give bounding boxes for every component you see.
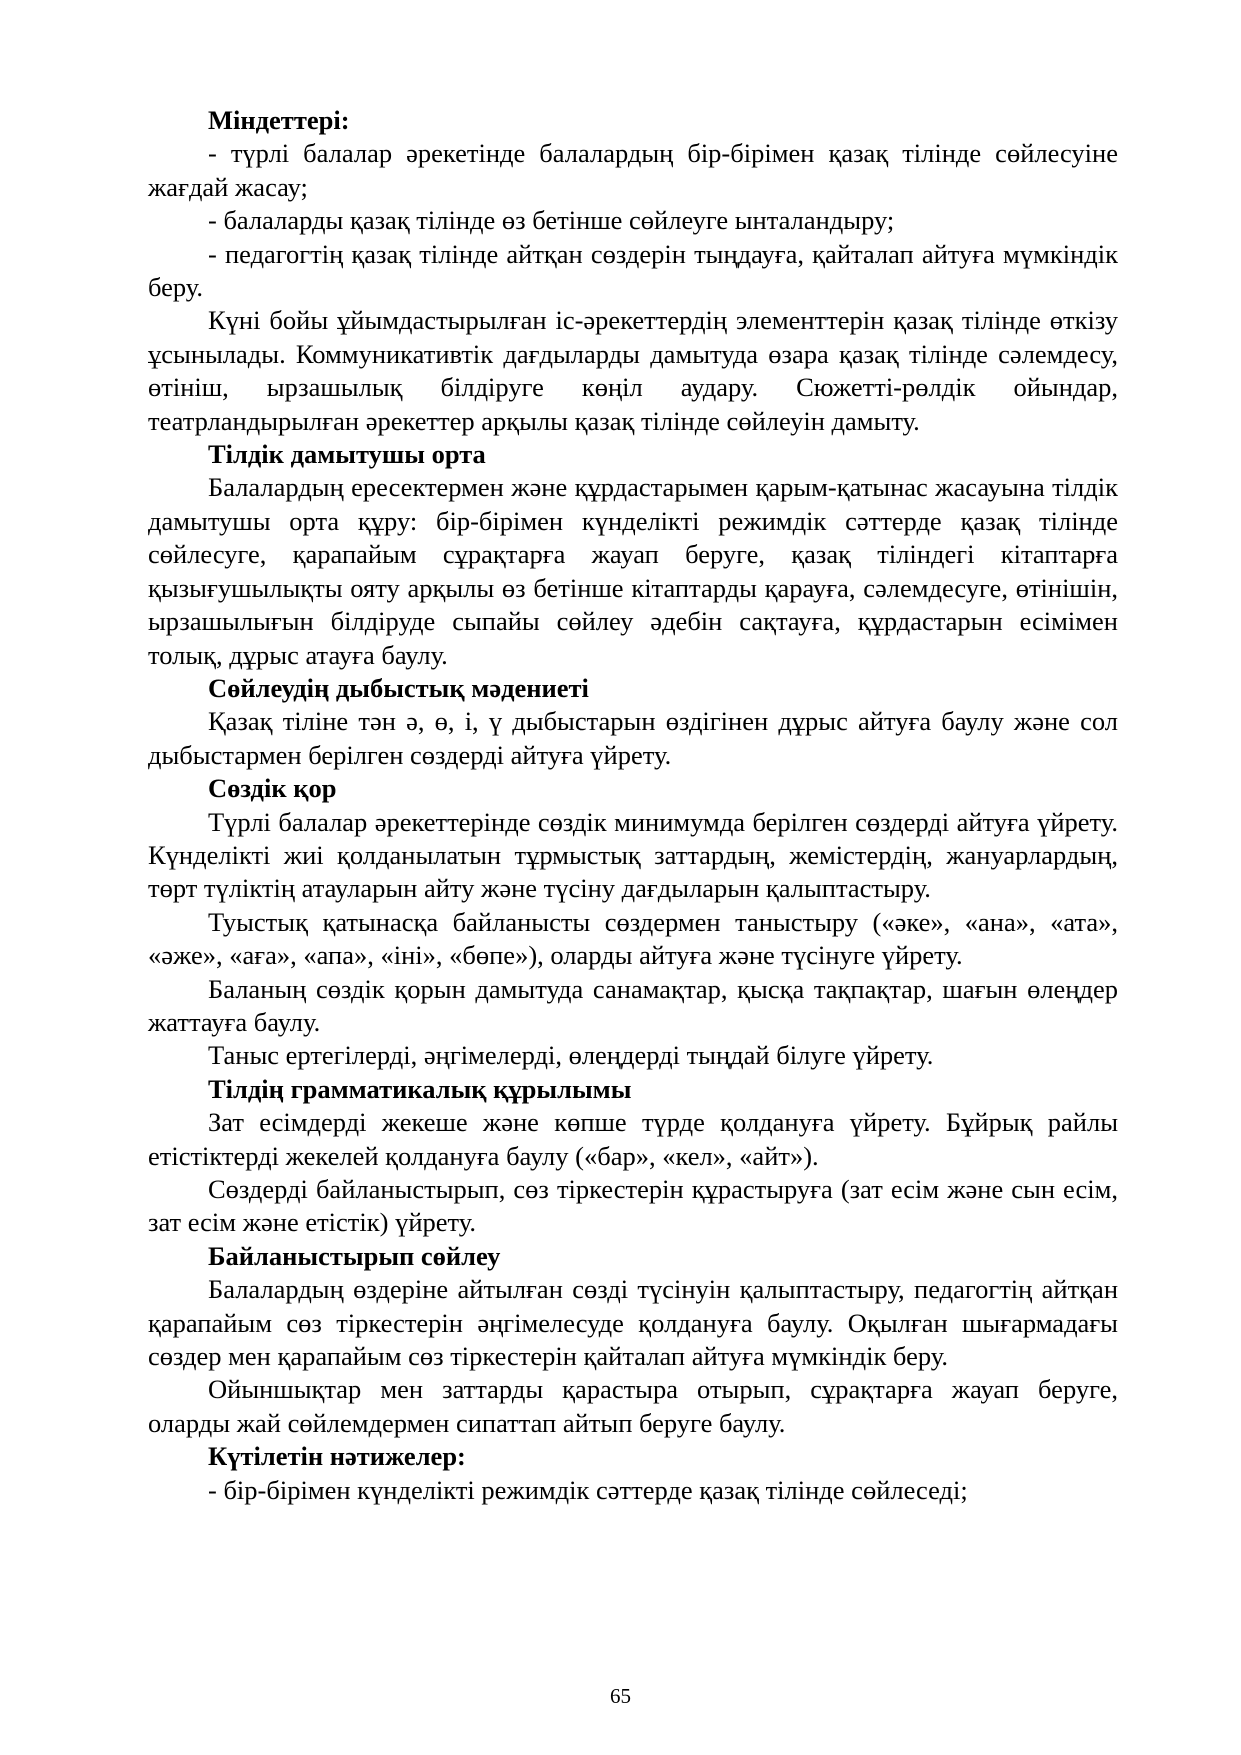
paragraph: Балалардың ересектермен және құрдастарымен қарым-қатынас жасауына тілдік дамытушы орта құру: бір-бірімен күнделікті режимдік сәттерде қазақ тілінде сөйлесуге, қарапайым сұрақтарға жауап беруге, қазақ тіліндегі кітаптарға қызығушылықты ояту арқылы өз бетінше кітаптарды қарауға, сәлемдесуге, өтінішін, ырзашылығын білдіруде сыпайы сөйлеу әдебін сақтауға, құрдастарын есімімен толық, дұрыс атауға баулу.: [148, 472, 1118, 670]
page-body: [148, 104, 1118, 1507]
page-number: 65: [610, 1684, 631, 1708]
paragraph: Зат есімдерді жекеше және көпше түрде қолдануға үйрету. Бұйрық райлы етістіктерді жекелей қолдануға баулу («бар», «кел», «айт»).: [148, 1107, 1118, 1171]
paragraph: Түрлі балалар әрекеттерінде сөздік минимумда берілген сөздерді айтуға үйрету. Күнделікті жиі қолданылатын тұрмыстық заттардың, жемістердің, жануарлардың, төрт түліктің атауларын айту және түсіну дағдыларын қалыптастыру.: [148, 806, 1118, 904]
section-heading: Тілдің грамматикалық құрылымы: [208, 1073, 632, 1104]
section-heading: Міндеттері:: [208, 105, 350, 135]
paragraph: Сөздерді байланыстырып, сөз тіркестерін құрастыруға (зат есім және сын есім, зат есім және етістік) үйрету.: [148, 1174, 1118, 1238]
section-heading: Тілдік дамытушы орта: [208, 439, 486, 470]
paragraph: Таныс ертегілерді, әңгімелерді, өлеңдерді тыңдай білуге үйрету.: [208, 1040, 934, 1071]
paragraph: - балаларды қазақ тілінде өз бетінше сөйлеуге ынталандыру;: [208, 205, 895, 236]
paragraph: Балалардың өздеріне айтылған сөзді түсінуін қалыптастыру, педагогтің айтқан қарапайым сөз тіркестерін әңгімелесуде қолдануға баулу. Оқылған шығармадағы сөздер мен қарапайым сөз тіркестерін қайталап айтуға мүмкіндік беру.: [148, 1274, 1118, 1372]
paragraph: - бір-бірімен күнделікті режимдік сәттерде қазақ тілінде сөйлеседі;: [208, 1474, 968, 1505]
paragraph: - түрлі балалар әрекетінде балалардың бір-бірімен қазақ тілінде сөйлесуіне жағдай жасау;: [148, 138, 1118, 202]
section-heading: Сөздік қор: [208, 773, 337, 804]
paragraph: - педагогтің қазақ тілінде айтқан сөздерін тыңдауға, қайталап айтуға мүмкіндік беру.: [148, 238, 1118, 303]
section-heading: Күтілетін нәтижелер:: [208, 1441, 466, 1472]
paragraph: Туыстық қатынасқа байланысты сөздермен таныстыру («әке», «ана», «ата», «әже», «аға», «апа», «іні», «бөпе»), оларды айтуға және түсінуге үйрету.: [148, 906, 1118, 971]
paragraph: Қазақ тіліне тән ә, ө, і, ү дыбыстарын өздігінен дұрыс айтуға баулу және сол дыбыстармен берілген сөздерді айтуға үйрету.: [148, 706, 1118, 770]
section-heading: Сөйлеудің дыбыстық мәдениеті: [208, 672, 589, 703]
paragraph: Ойыншықтар мен заттарды қарастыра отырып, сұрақтарға жауап беруге, оларды жай сөйлемдермен сипаттап айтып беруге баулу.: [148, 1374, 1118, 1438]
section-heading: Байланыстырып сөйлеу: [208, 1240, 501, 1271]
paragraph: Күні бойы ұйымдастырылған іс-әрекеттердің элементтерін қазақ тілінде өткізу ұсынылады. Коммуникативтік дағдыларды дамытуда өзара қазақ тілінде сәлемдесу, өтініш, ырзашылық білдіруге көңіл аудару. Сюжетті-рөлдік ойындар, театрландырылған әрекеттер арқылы қазақ тілінде сөйлеуін дамыту.: [148, 305, 1118, 436]
paragraph: Баланың сөздік қорын дамытуда санамақтар, қысқа тақпақтар, шағын өлеңдер жаттауға баулу.: [148, 973, 1118, 1037]
